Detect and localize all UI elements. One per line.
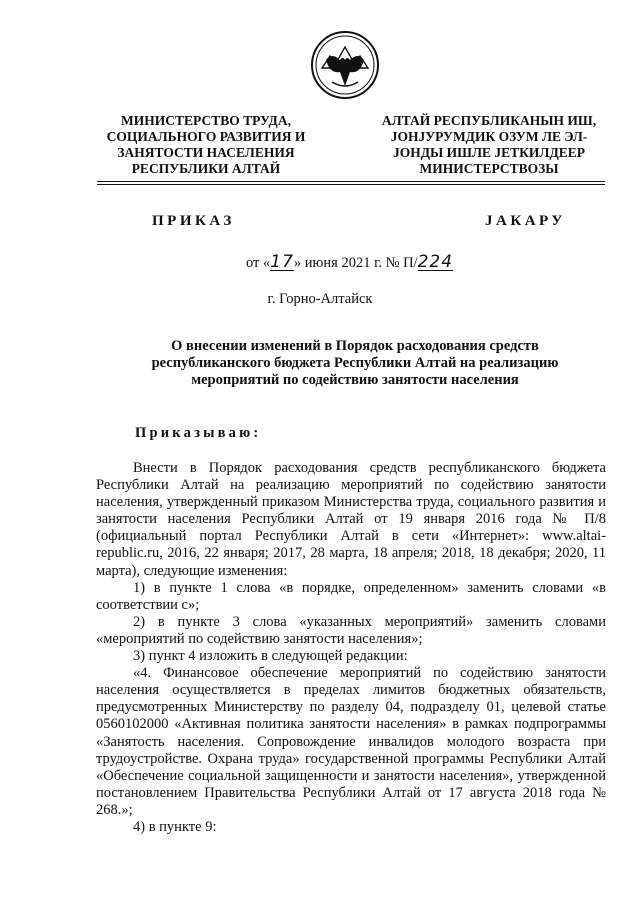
header-right-line: ЈОНЈУРУМДИК ОЗУМ ЛЕ ЭЛ- — [390, 129, 588, 144]
title-line: мероприятий по содействию занятости населения — [191, 372, 519, 388]
order-title-russian: ПРИКАЗ — [152, 213, 235, 229]
date-prefix: от « — [246, 255, 271, 271]
header-left-line: РЕСПУБЛИКИ АЛТАЙ — [131, 161, 281, 176]
header-divider — [97, 181, 605, 182]
title-line: О внесении изменений в Порядок расходования средств — [171, 338, 539, 354]
header-right-line: АЛТАЙ РЕСПУБЛИКАНЫН ИШ, — [381, 113, 597, 128]
header-right-line: ЈОНДЫ ИШЛЕ ЈЕТКИЛДЕЕР — [392, 145, 586, 160]
header-left-line: МИНИСТЕРСТВО ТРУДА, — [121, 113, 291, 128]
ministry-name-russian — [100, 113, 312, 177]
date-middle: » июня 2021 г. № П/ — [293, 255, 418, 271]
date-day-handwritten: 17 — [270, 252, 294, 272]
ministry-name-altai — [376, 113, 602, 177]
body-paragraph: 1) в пункте 1 слова «в порядке, определенном» заменить словами «в соответствии с»; — [96, 579, 606, 613]
document-title — [105, 338, 605, 389]
order-title-altai: ЈАКАРУ — [485, 213, 566, 229]
body-paragraph: 2) в пункте 3 слова «указанных мероприятий» заменить словами «мероприятий по содействию занятости населения»; — [96, 613, 606, 647]
header-divider-thin — [97, 184, 605, 185]
header-left-line: ЗАНЯТОСТИ НАСЕЛЕНИЯ — [117, 145, 295, 160]
header-left-line: СОЦИАЛЬНОГО РАЗВИТИЯ И — [106, 129, 306, 144]
body-paragraph: 3) пункт 4 изложить в следующей редакции: — [133, 648, 408, 665]
body-paragraph: Внести в Порядок расходования средств республиканского бюджета Республики Алтай на реализацию мероприятий по содействию занятости населения, утвержденный приказом Министерства труда, социального развития и занятости населения Республики Алтай от 19 января 2016 года № П/8 (официальный портал Республики Алтай в сети «Интернет»: www.altai-republic.ru, 2016, 22 января; 2017, 28 марта, 18 апреля; 2018, 18 декабря; 2020, 11 марта), следующие изменения: — [96, 460, 606, 579]
document-body — [96, 460, 606, 836]
order-number-handwritten: 224 — [417, 252, 454, 272]
header-right-line: МИНИСТЕРСТВОЗЫ — [419, 161, 559, 176]
title-line: республиканского бюджета Республики Алтай на реализацию — [151, 355, 559, 371]
body-paragraph: «4. Финансовое обеспечение мероприятий по содействию занятости населения осуществляется в пределах лимитов бюджетных обязательств, предусмотренных Министерству по разделу 04, подразделу 01, целевой статье 0560102000 «Активная политика занятости населения» в рамках подпрограммы «Занятость населения. Сопровождение инвалидов молодого возраста при трудоустройстве. Охрана труда» государственной программы Республики Алтай «Обеспечение социальной защищенности и занятости населения», утвержденной постановлением Правительства Республики Алтай от 17 августа 2018 года № 268.»; — [96, 665, 606, 818]
body-paragraph: 4) в пункте 9: — [133, 818, 217, 835]
order-date-line — [246, 252, 453, 272]
city-name: г. Горно-Алтайск — [267, 291, 373, 307]
coat-of-arms-emblem — [310, 30, 380, 100]
command-heading: Приказываю: — [135, 425, 262, 441]
